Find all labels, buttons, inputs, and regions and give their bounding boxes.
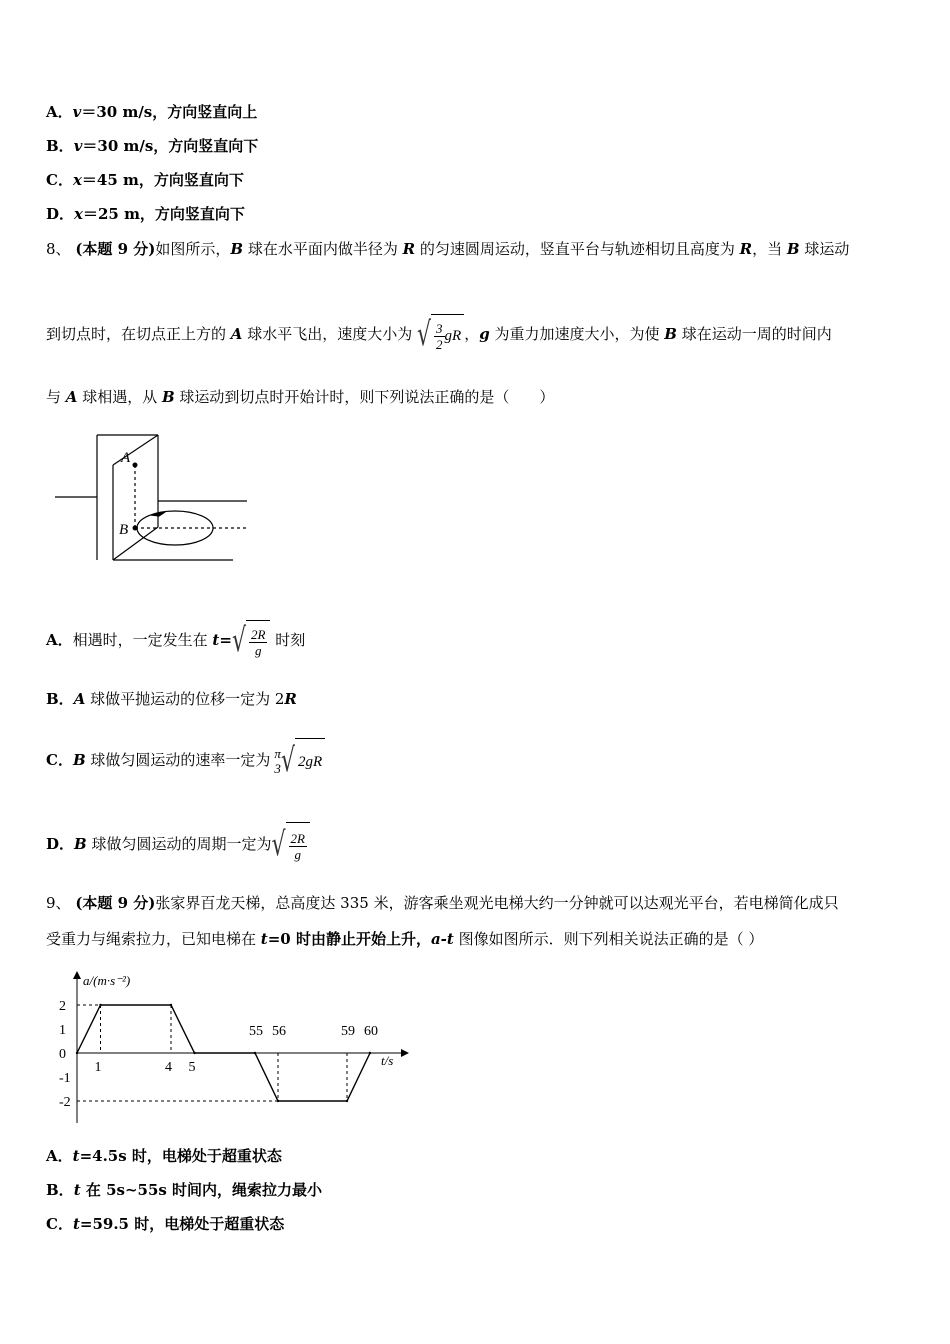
data-point-60 — [369, 1052, 371, 1054]
x-axis-arrow-icon — [401, 1049, 409, 1057]
x-tick-label-56: 56 — [272, 1024, 286, 1039]
formula-sqrt-3-2-gR: √ $\frac{3}{2}$ gR — [417, 314, 464, 356]
x-axis-label: t/s — [381, 1053, 394, 1068]
x-tick-label-60: 60 — [364, 1024, 378, 1039]
formula-sqrt-2gR: √ 2gR — [281, 738, 325, 784]
data-point-55 — [254, 1052, 256, 1054]
x-tick-label-55: 55 — [249, 1024, 263, 1039]
q8-figure — [55, 430, 255, 570]
q7-option-b: B．v＝30 m/s，方向竖直向下 — [46, 137, 259, 155]
q8-option-d: D．B 球做匀圆运动的周期一定为√ $\frac{2R}{g}$ — [46, 822, 310, 868]
q8-stem-line3: 与 A 球相遇，从 B 球运动到切点时开始计时，则下列说法正确的是（ ） — [46, 388, 555, 406]
y-axis-arrow-icon — [73, 971, 81, 979]
label-a: A — [121, 450, 131, 466]
q9-stem-line1: 9、 (本题 9 分)张家界百龙天梯，总高度达 335 米，游客乘坐观光电梯大约一分钟就可以达观光平台，若电梯简化成只 — [46, 894, 839, 912]
q7-option-d: D．x＝25 m，方向竖直向下 — [46, 205, 245, 223]
data-point-5 — [193, 1052, 195, 1054]
data-point-0 — [76, 1052, 78, 1054]
q7-option-c: C．x＝45 m，方向竖直向下 — [46, 171, 244, 189]
y-tick-label-0: 2 — [59, 999, 66, 1014]
x-tick-label-4: 4 — [165, 1060, 172, 1075]
label-b: B — [119, 522, 129, 538]
y-axis-label: a/(m·s⁻²) — [83, 973, 131, 988]
x-tick-label-59: 59 — [341, 1024, 355, 1039]
q8-option-a: A．相遇时，一定发生在 t=√ $\frac{2R}{g}$ 时刻 — [46, 620, 305, 662]
x-tick-label-5: 5 — [188, 1060, 196, 1075]
q9-option-c: C．t=59.5 时，电梯处于超重状态 — [46, 1215, 285, 1233]
formula-sqrt-2R-g-period: √ $\frac{2R}{g}$ — [271, 822, 309, 868]
ball-a — [133, 463, 138, 468]
ball-b — [133, 526, 138, 531]
q9-option-a: A．t=4.5s 时，电梯处于超重状态 — [46, 1147, 282, 1165]
a-t-chart — [55, 965, 415, 1130]
q8-stem-line2: 到切点时，在切点正上方的 A 球水平飞出，速度大小为 √ $\frac{3}{2}$ gR ，g 为重力加速度大小，为使 B 球在运动一周的时间内 — [46, 314, 832, 356]
x-tick-label-1: 1 — [94, 1060, 102, 1075]
formula-sqrt-2R-g: √ $\frac{2R}{g}$ — [232, 620, 270, 662]
y-tick-label-2: 0 — [59, 1047, 66, 1062]
q8-stem-line1: 8、 (本题 9 分)如图所示，B 球在水平面内做半径为 R 的匀速圆周运动，竖直平台与轨迹相切且高度为 R，当 B 球运动 — [46, 240, 850, 258]
q9-option-b: B．t 在 5s~55s 时间内，绳索拉力最小 — [46, 1181, 323, 1199]
y-tick-label-1: 1 — [59, 1023, 66, 1038]
q8-option-b: B．A 球做平抛运动的位移一定为 2R — [46, 690, 297, 708]
platform-top-diagonal — [113, 435, 158, 465]
formula-pi-over-3: π 3 — [274, 746, 281, 776]
q7-option-a: A．v＝30 m/s，方向竖直向上 — [46, 103, 258, 121]
y-tick-label-4: -2 — [59, 1095, 71, 1110]
q8-option-c: C．B 球做匀圆运动的速率一定为 π 3 √ 2gR — [46, 738, 325, 784]
q9-stem-line2: 受重力与绳索拉力，已知电梯在 t=0 时由静止开始上升，a-t 图像如图所示．则下列相关说法正确的是（ ） — [46, 930, 764, 948]
y-tick-label-3: -1 — [59, 1071, 71, 1086]
